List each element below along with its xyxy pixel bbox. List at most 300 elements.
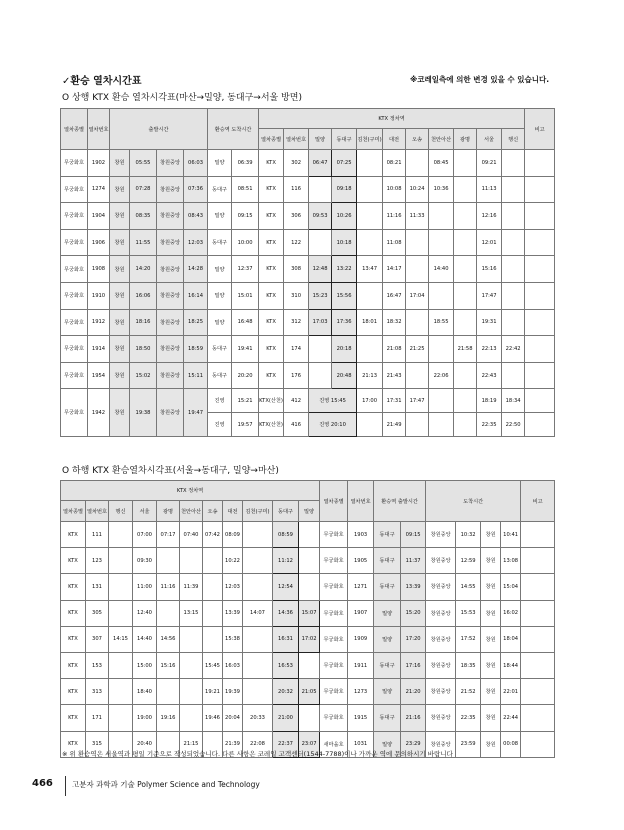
table-cell: 21:49	[383, 413, 406, 437]
table-cell	[502, 203, 525, 230]
table-cell: 20:32	[273, 679, 299, 705]
table-cell: 창원중앙	[426, 679, 456, 705]
table-cell: 21:39	[223, 731, 243, 757]
col-note: 비고	[525, 109, 555, 150]
table-row	[61, 150, 555, 177]
table-cell: 창원중앙	[157, 362, 184, 389]
table-cell	[429, 389, 454, 413]
table-cell: 창원중앙	[426, 600, 456, 626]
table-cell: 창원중앙	[426, 705, 456, 731]
table-cell: 22:06	[429, 362, 454, 389]
table-cell	[429, 413, 454, 437]
table-cell: 1912	[88, 309, 110, 336]
table-cell: 07:36	[184, 176, 208, 203]
table-cell: 창원	[110, 150, 130, 177]
table-cell: KTX	[259, 176, 284, 203]
table-cell: 12:59	[456, 548, 481, 574]
table-cell: KTX	[61, 731, 86, 757]
table-cell	[406, 150, 429, 177]
table-cell: 16:48	[232, 309, 259, 336]
table-cell: 창원	[110, 176, 130, 203]
table-cell: 11:16	[383, 203, 406, 230]
col-type: 열차종별	[320, 481, 348, 522]
table-cell: 22:37	[273, 731, 299, 757]
table-cell: 17:02	[299, 626, 320, 652]
table-cell: 창원중앙	[426, 731, 456, 757]
table-cell: 11:08	[383, 229, 406, 256]
table-cell: 17:31	[383, 389, 406, 413]
table-cell	[406, 229, 429, 256]
table-cell: 동대구	[208, 362, 232, 389]
table-cell: 창원	[110, 336, 130, 363]
table-cell: 창원중앙	[426, 522, 456, 548]
table-cell: 밀양	[208, 256, 232, 283]
journal-title: 고분자 과학과 기술 Polymer Science and Technology	[72, 780, 260, 789]
table-cell	[309, 176, 332, 203]
ktx-col-header: 광명	[454, 129, 477, 150]
ktx-col-header: 김천(구미)	[357, 129, 383, 150]
table-cell: 진영	[208, 389, 232, 413]
table-cell: 08:45	[429, 150, 454, 177]
table-cell: 창원	[110, 389, 130, 437]
table-cell: KTX	[259, 203, 284, 230]
footer-divider	[65, 776, 66, 796]
table-row	[61, 548, 555, 574]
table-cell: 1902	[88, 150, 110, 177]
table-cell: 10:36	[429, 176, 454, 203]
table-cell: 07:40	[180, 522, 203, 548]
note-cell	[521, 626, 555, 652]
table-cell: 22:42	[502, 336, 525, 363]
table-cell: 17:52	[456, 626, 481, 652]
table-cell: 16:47	[383, 282, 406, 309]
table-cell: KTX	[259, 229, 284, 256]
table-cell: 15:07	[299, 600, 320, 626]
table-cell: 19:38	[130, 389, 157, 437]
table-cell: 21:00	[273, 705, 299, 731]
table-cell: 무궁화호	[320, 574, 348, 600]
table-cell: 302	[284, 150, 309, 177]
table-cell	[406, 256, 429, 283]
table-cell: 313	[86, 679, 109, 705]
table-cell: 17:47	[406, 389, 429, 413]
col-type: 열차종별	[61, 109, 88, 150]
table-cell: 15:04	[501, 574, 521, 600]
table-cell	[299, 652, 320, 678]
table-cell: 동대구	[374, 522, 401, 548]
table-cell: 11:13	[477, 176, 502, 203]
table-cell: 13:15	[180, 600, 203, 626]
table-row	[61, 522, 555, 548]
table-cell: 13:39	[223, 600, 243, 626]
note-cell	[525, 309, 555, 336]
table-cell: 창원중앙	[157, 203, 184, 230]
table-cell: 12:37	[232, 256, 259, 283]
table-row	[61, 679, 555, 705]
table-cell: 20:04	[223, 705, 243, 731]
table-cell: 09:15	[232, 203, 259, 230]
table-cell: 00:08	[501, 731, 521, 757]
table-cell: 16:31	[273, 626, 299, 652]
table-cell: 18:01	[357, 309, 383, 336]
table-cell: 18:50	[130, 336, 157, 363]
table-cell: 13:08	[501, 548, 521, 574]
table-cell: 밀양	[208, 309, 232, 336]
table-cell: 10:22	[223, 548, 243, 574]
table-cell: 무궁화호	[320, 652, 348, 678]
table-cell: 창원	[481, 652, 501, 678]
table-cell: 13:39	[401, 574, 426, 600]
table-cell: KTX	[61, 522, 86, 548]
table-cell: 18:40	[133, 679, 157, 705]
table-cell: 1903	[348, 522, 374, 548]
note-cell	[525, 282, 555, 309]
table-cell: 10:00	[232, 229, 259, 256]
table-cell: KTX(산천)	[259, 413, 284, 437]
table-cell: 23:29	[401, 731, 426, 757]
table-cell	[309, 229, 332, 256]
table-cell: 창원	[481, 574, 501, 600]
table-cell: 무궁화호	[320, 548, 348, 574]
table-cell: 19:46	[203, 705, 223, 731]
table-cell: 171	[86, 705, 109, 731]
table-cell: KTX	[61, 679, 86, 705]
table-cell: 22:08	[243, 731, 273, 757]
table-cell: 18:19	[477, 389, 502, 413]
southbound-subtitle: O 하행 KTX 환승열차시각표(서울→동대구, 밀양→마산)	[62, 466, 279, 476]
note-cell	[525, 389, 555, 413]
table-cell: 18:34	[502, 389, 525, 413]
table-cell: KTX	[61, 574, 86, 600]
table-cell: 174	[284, 336, 309, 363]
ktx-col-header: 열차종별	[259, 129, 284, 150]
table-cell: KTX	[259, 256, 284, 283]
table-cell: 18:16	[130, 309, 157, 336]
table-cell: 창원중앙	[157, 150, 184, 177]
table-cell: 밀양	[208, 282, 232, 309]
table-cell: 13:22	[332, 256, 357, 283]
table-cell: 09:53	[309, 203, 332, 230]
ktx-col-header: 오송	[203, 501, 223, 522]
table-cell: 새마을호	[320, 731, 348, 757]
table-cell: 15:23	[309, 282, 332, 309]
table-cell: 무궁화호	[320, 522, 348, 548]
table-cell	[157, 679, 180, 705]
table-cell	[406, 309, 429, 336]
table-cell: 무궁화호	[61, 203, 88, 230]
note-cell	[525, 256, 555, 283]
table-cell	[357, 150, 383, 177]
table-cell	[299, 522, 320, 548]
table-row	[61, 626, 555, 652]
table-cell: 19:57	[232, 413, 259, 437]
table-cell	[309, 336, 332, 363]
table-cell	[109, 600, 133, 626]
table-cell: 동대구	[374, 574, 401, 600]
table-cell: 11:39	[180, 574, 203, 600]
table-cell	[454, 150, 477, 177]
table-cell: 116	[284, 176, 309, 203]
table-cell: 15:16	[477, 256, 502, 283]
table-cell: KTX	[259, 150, 284, 177]
table-cell	[243, 626, 273, 652]
table-cell: 1908	[88, 256, 110, 283]
table-cell: 무궁화호	[61, 389, 88, 437]
table-cell: 15:02	[130, 362, 157, 389]
table-cell: 08:59	[273, 522, 299, 548]
table-cell: 21:25	[406, 336, 429, 363]
table-cell	[180, 679, 203, 705]
table-cell: 무궁화호	[61, 150, 88, 177]
ktx-col-header: 대전	[383, 129, 406, 150]
table-cell: 06:03	[184, 150, 208, 177]
table-cell	[357, 413, 383, 437]
table-cell: 14:55	[456, 574, 481, 600]
table-cell: 21:13	[357, 362, 383, 389]
table-cell: 무궁화호	[61, 336, 88, 363]
table-cell: 08:09	[223, 522, 243, 548]
note-cell	[521, 522, 555, 548]
table-cell: KTX	[259, 336, 284, 363]
table-cell: 14:56	[157, 626, 180, 652]
table-cell: 10:26	[332, 203, 357, 230]
table-cell: 창원	[481, 548, 501, 574]
table-cell: 111	[86, 522, 109, 548]
table-cell: 1031	[348, 731, 374, 757]
table-cell: 07:42	[203, 522, 223, 548]
table-cell: 1911	[348, 652, 374, 678]
table-cell: 14:40	[429, 256, 454, 283]
ktx-col-header: 열차번호	[284, 129, 309, 150]
ktx-col-header: 동대구	[273, 501, 299, 522]
note-cell	[521, 679, 555, 705]
table-cell: 밀양	[374, 626, 401, 652]
table-cell: 창원중앙	[157, 176, 184, 203]
table-cell: 12:16	[477, 203, 502, 230]
table-cell: 창원	[481, 705, 501, 731]
table-cell	[502, 256, 525, 283]
table-cell: 1909	[348, 626, 374, 652]
table-cell	[406, 362, 429, 389]
table-cell: 15:16	[157, 652, 180, 678]
ktx-col-header: 서울	[477, 129, 502, 150]
note-cell	[521, 548, 555, 574]
table-cell	[502, 176, 525, 203]
table-cell	[243, 522, 273, 548]
table-cell: 11:37	[401, 548, 426, 574]
table-row	[61, 574, 555, 600]
col-transfer: 환승역 출발시간	[374, 481, 426, 522]
table-cell: 308	[284, 256, 309, 283]
table-cell	[429, 336, 454, 363]
table-row	[61, 362, 555, 389]
table-cell: 20:48	[332, 362, 357, 389]
table-cell	[454, 413, 477, 437]
table-cell	[243, 574, 273, 600]
footnote: ※ 위 환승역은 서울역과 평일 기준으로 작성되었습니다. 다른 사항은 코레일 고객센터(1544-7788)이나 가까운 역에 문의하시기 바랍니다	[62, 750, 453, 758]
table-cell: 무궁화호	[320, 679, 348, 705]
table-cell: 19:00	[133, 705, 157, 731]
table-cell: 창원중앙	[157, 282, 184, 309]
table-cell	[109, 652, 133, 678]
table-cell: 18:04	[501, 626, 521, 652]
table-row	[61, 600, 555, 626]
change-notice: ※코레일측에 의한 변경 있을 수 있습니다.	[410, 75, 550, 84]
table-cell	[157, 548, 180, 574]
ktx-col-header: 열차종별	[61, 501, 86, 522]
table-cell: 07:25	[332, 150, 357, 177]
table-cell	[357, 176, 383, 203]
table-cell: 11:00	[133, 574, 157, 600]
table-row	[61, 203, 555, 230]
table-cell: 16:14	[184, 282, 208, 309]
table-cell: 18:59	[184, 336, 208, 363]
table-cell: 무궁화호	[61, 282, 88, 309]
table-cell	[109, 522, 133, 548]
table-cell: 창원중앙	[157, 336, 184, 363]
table-cell: 14:36	[273, 600, 299, 626]
table-cell: 22:35	[477, 413, 502, 437]
ktx-col-header: 행신	[502, 129, 525, 150]
table-cell: 21:08	[383, 336, 406, 363]
table-cell: 창원	[481, 600, 501, 626]
table-cell: 08:21	[383, 150, 406, 177]
table-cell	[406, 413, 429, 437]
table-cell: 밀양	[374, 679, 401, 705]
table-cell: 19:47	[184, 389, 208, 437]
table-cell: 12:54	[273, 574, 299, 600]
table-row	[61, 229, 555, 256]
table-cell: 23:59	[456, 731, 481, 757]
table-cell: 09:18	[332, 176, 357, 203]
table-cell: 창원중앙	[157, 256, 184, 283]
table-cell: 밀양	[208, 150, 232, 177]
table-cell: 창원	[110, 309, 130, 336]
table-cell: 20:40	[133, 731, 157, 757]
table-cell: 17:00	[357, 389, 383, 413]
table-cell	[454, 389, 477, 413]
table-cell: 창원	[110, 229, 130, 256]
table-cell: 1915	[348, 705, 374, 731]
table-cell: 창원중앙	[426, 626, 456, 652]
table-cell: 15:53	[456, 600, 481, 626]
table-cell: 창원	[110, 256, 130, 283]
table-cell: KTX	[61, 548, 86, 574]
table-cell: 20:33	[243, 705, 273, 731]
table-cell	[299, 574, 320, 600]
ktx-col-header: 천안아산	[429, 129, 454, 150]
table-cell	[429, 203, 454, 230]
table-cell	[109, 705, 133, 731]
ktx-col-header: 행신	[109, 501, 133, 522]
table-cell: 1942	[88, 389, 110, 437]
ktx-col-header: 밀양	[309, 129, 332, 150]
table-cell: KTX	[61, 626, 86, 652]
table-cell	[454, 282, 477, 309]
table-cell	[502, 282, 525, 309]
table-cell: 14:20	[130, 256, 157, 283]
table-cell: 1274	[88, 176, 110, 203]
table-cell	[243, 652, 273, 678]
note-cell	[525, 229, 555, 256]
table-cell: 밀양	[374, 731, 401, 757]
table-cell	[299, 705, 320, 731]
col-arrival: 도착시간	[426, 481, 521, 522]
table-cell: 17:36	[332, 309, 357, 336]
table-cell: 창원중앙	[426, 548, 456, 574]
table-cell: 15:00	[133, 652, 157, 678]
table-cell: 09:30	[133, 548, 157, 574]
table-cell: 창원중앙	[157, 229, 184, 256]
table-cell: 11:33	[406, 203, 429, 230]
table-cell: 22:43	[477, 362, 502, 389]
table-cell: 17:03	[309, 309, 332, 336]
table-cell: 11:12	[273, 548, 299, 574]
table-cell	[180, 626, 203, 652]
col-transfer: 환승역 도착시간	[208, 109, 259, 150]
table-cell: 312	[284, 309, 309, 336]
table-cell: 19:39	[223, 679, 243, 705]
table-cell: 동대구	[208, 229, 232, 256]
table-cell: 12:48	[309, 256, 332, 283]
table-cell: 16:03	[223, 652, 243, 678]
col-ktx-stops: KTX 정차역	[259, 109, 525, 129]
table-cell: 동대구	[374, 548, 401, 574]
table-cell: 09:15	[401, 522, 426, 548]
table-cell	[429, 229, 454, 256]
note-cell	[521, 574, 555, 600]
table-cell: 15:38	[223, 626, 243, 652]
table-cell: 창원	[110, 362, 130, 389]
table-cell: 123	[86, 548, 109, 574]
table-cell: 153	[86, 652, 109, 678]
table-cell	[180, 652, 203, 678]
table-cell: 무궁화호	[61, 229, 88, 256]
table-cell: 21:58	[454, 336, 477, 363]
table-cell: 315	[86, 731, 109, 757]
ktx-col-header: 대전	[223, 501, 243, 522]
table-cell: 22:01	[501, 679, 521, 705]
col-note: 비고	[521, 481, 555, 522]
table-row	[61, 652, 555, 678]
table-cell: 진영 15:45	[309, 389, 357, 413]
table-cell: 10:32	[456, 522, 481, 548]
table-cell: 10:18	[332, 229, 357, 256]
col-num: 열차번호	[88, 109, 110, 150]
table-cell: 18:35	[456, 652, 481, 678]
table-cell: 동대구	[374, 652, 401, 678]
table-cell: 122	[284, 229, 309, 256]
table-cell: 창원	[481, 626, 501, 652]
table-cell: 창원	[481, 522, 501, 548]
table-cell	[180, 548, 203, 574]
table-cell: 진영 20:10	[309, 413, 357, 437]
table-cell: 창원중앙	[157, 309, 184, 336]
table-cell: 1914	[88, 336, 110, 363]
table-cell: 21:20	[401, 679, 426, 705]
table-cell	[309, 362, 332, 389]
table-cell: 16:02	[501, 600, 521, 626]
table-cell	[454, 203, 477, 230]
table-cell: 08:43	[184, 203, 208, 230]
table-cell	[502, 229, 525, 256]
table-cell	[502, 362, 525, 389]
table-cell: 07:00	[133, 522, 157, 548]
table-cell: 307	[86, 626, 109, 652]
table-cell: 10:08	[383, 176, 406, 203]
note-cell	[521, 652, 555, 678]
table-cell	[299, 548, 320, 574]
